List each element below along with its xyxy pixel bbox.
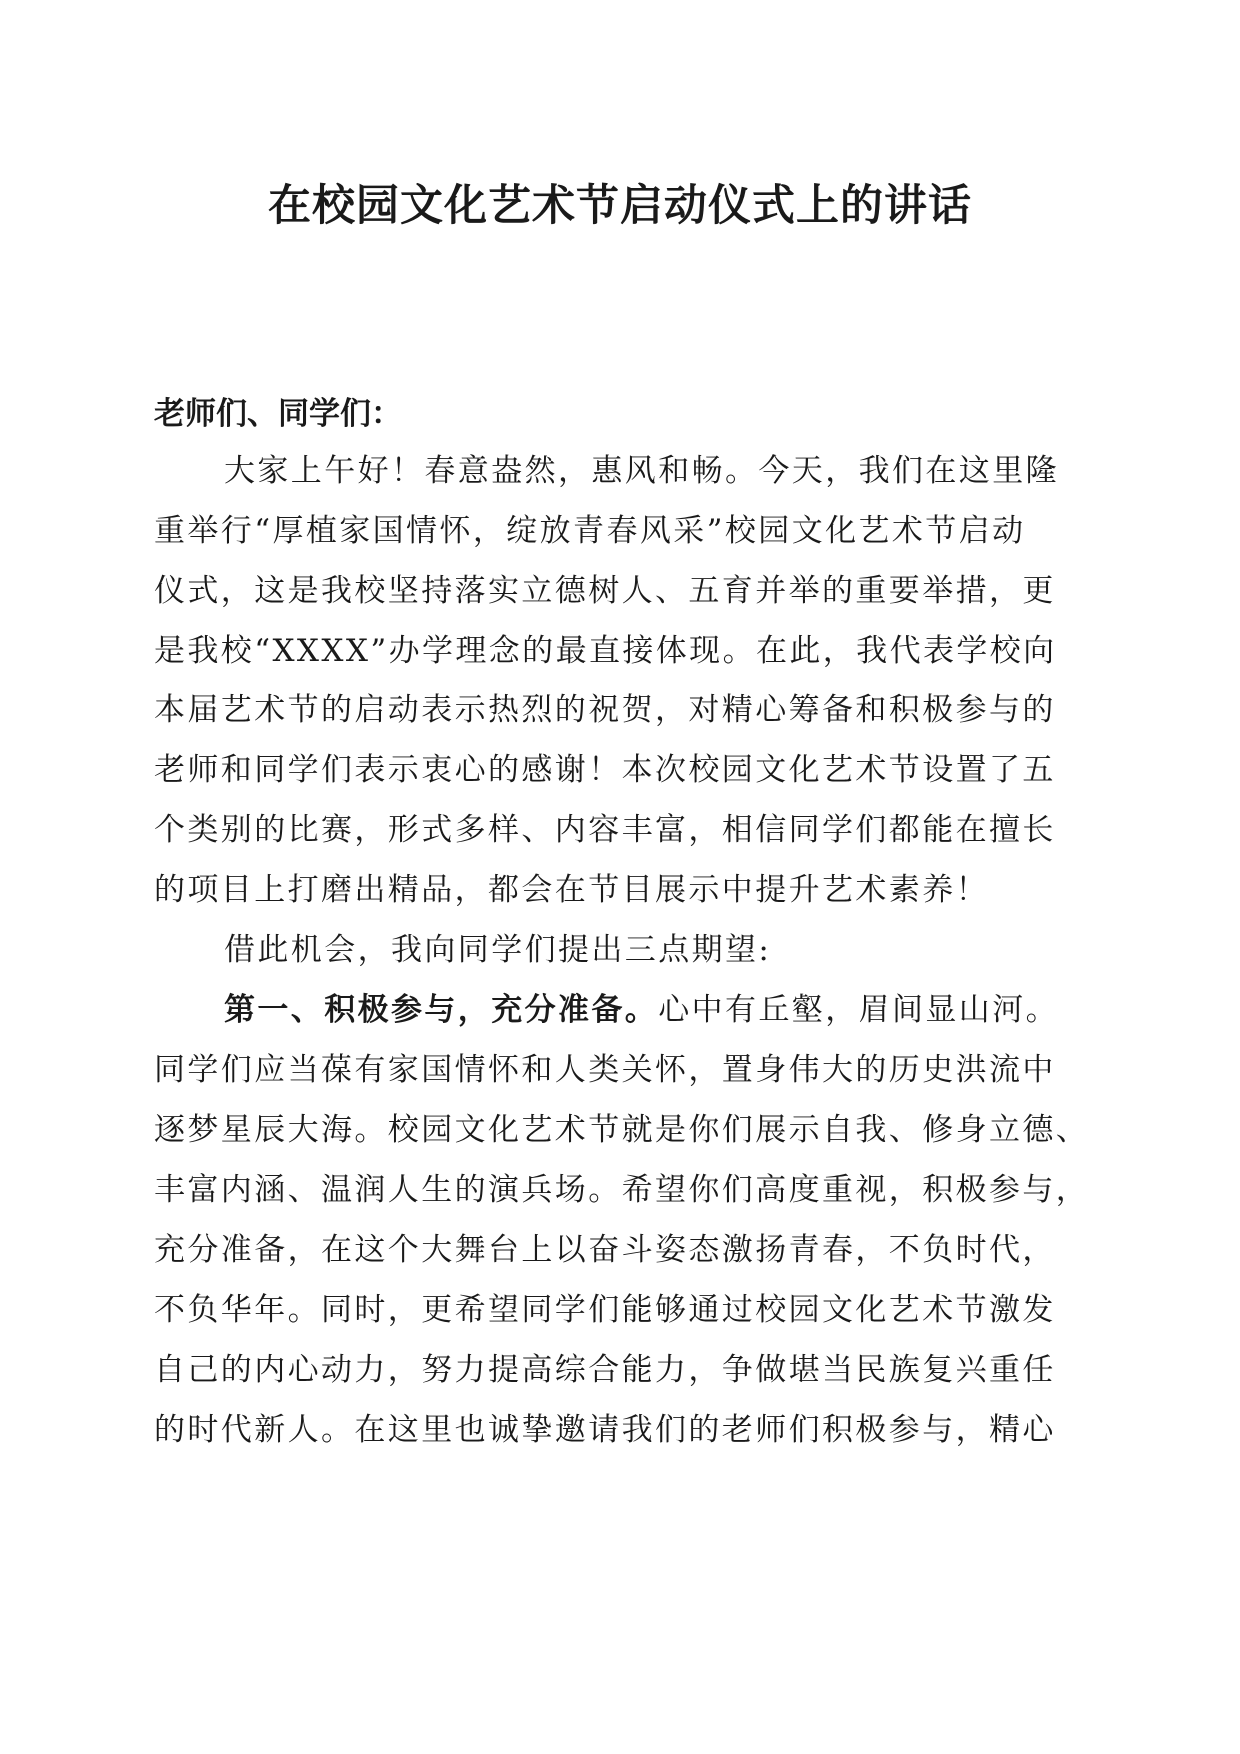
paragraph-line: 自己的内心动力，努力提高综合能力，争做堪当民族复兴重任 [154, 1352, 1056, 1388]
point-one-lead-text: 心中有丘壑，眉间显山河。 [658, 992, 1060, 1028]
paragraph-line: 个类别的比赛，形式多样、内容丰富，相信同学们都能在擅长 [154, 812, 1056, 848]
paragraph-line: 的项目上打磨出精品，都会在节目展示中提升艺术素养！ [154, 872, 989, 908]
paragraph-line: 不负华年。同时，更希望同学们能够通过校园文化艺术节激发 [154, 1292, 1056, 1328]
paragraph-line: 充分准备，在这个大舞台上以奋斗姿态激扬青春，不负时代， [154, 1232, 1056, 1268]
paragraph-line: 的时代新人。在这里也诚挚邀请我们的老师们积极参与，精心 [154, 1412, 1056, 1448]
paragraph-line: 仪式，这是我校坚持落实立德树人、五育并举的重要举措，更 [154, 573, 1056, 609]
paragraph-line: 本届艺术节的启动表示热烈的祝贺，对精心筹备和积极参与的 [154, 692, 1056, 728]
paragraph-line: 丰富内涵、温润人生的演兵场。希望你们高度重视，积极参与， [154, 1172, 1090, 1208]
paragraph-line: 大家上午好！春意盎然，惠风和畅。今天，我们在这里隆 [224, 453, 1059, 489]
point-one-heading: 第一、积极参与，充分准备。 [224, 992, 659, 1028]
paragraph-line: 是我校“XXXX”办学理念的最直接体现。在此，我代表学校向 [154, 633, 1057, 669]
paragraph-line: 借此机会，我向同学们提出三点期望: [224, 932, 772, 968]
salutation: 老师们、同学们： [154, 396, 402, 432]
paragraph-line: 老师和同学们表示衷心的感谢！本次校园文化艺术节设置了五 [154, 752, 1056, 788]
document-title: 在校园文化艺术节启动仪式上的讲话 [268, 181, 972, 231]
paragraph-line: 逐梦星辰大海。校园文化艺术节就是你们展示自我、修身立德、 [154, 1112, 1090, 1148]
paragraph-line: 重举行“厚植家国情怀，绽放青春风采”校园文化艺术节启动 [154, 513, 1026, 549]
paragraph-line: 同学们应当葆有家国情怀和人类关怀，置身伟大的历史洪流中 [154, 1052, 1056, 1088]
point-one-first-line [224, 986, 1059, 1034]
